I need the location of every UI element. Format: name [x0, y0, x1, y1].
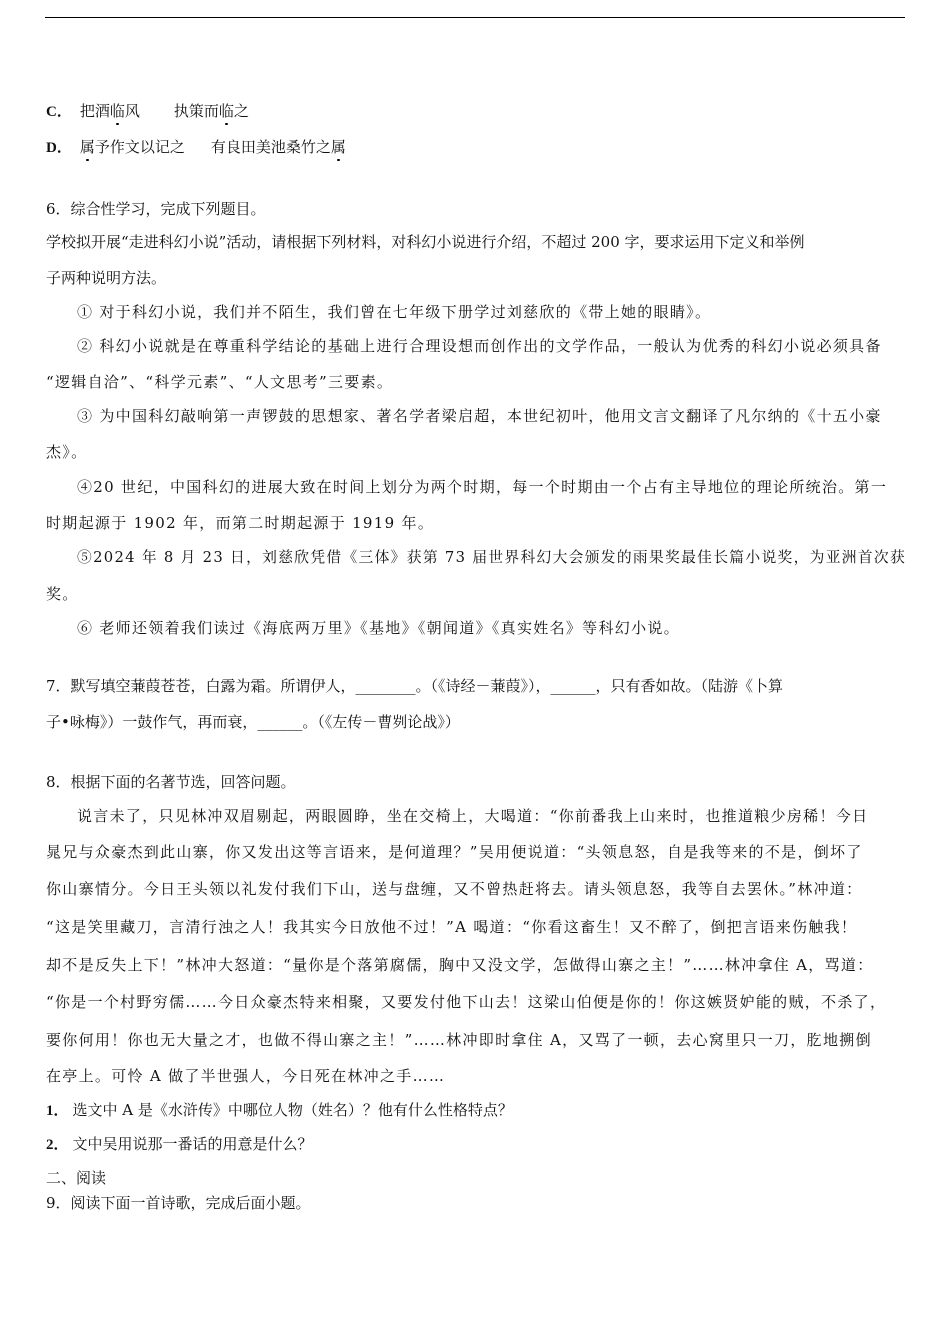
option-d-letter: D．: [46, 140, 72, 156]
option-d: D． 属予作文以记之 有良田美池桑竹之属: [46, 138, 346, 156]
q6-material-2-cont: “逻辑自洽”、“科学元素”、“人文思考”三要素。: [46, 373, 394, 391]
q6-material-3-cont: 杰》。: [46, 443, 88, 461]
q7-line-1: 7．默写填空蒹葭苍苍，白露为霜。所谓伊人，________。（《诗经－蒹葭》），______，只有香如故。（陆游《卜算: [46, 677, 784, 695]
q8-sub-question-2: 2． 文中吴用说那一番话的用意是什么？: [46, 1135, 313, 1153]
dotted-char: 临: [218, 102, 234, 120]
q7-line-2: 子•咏梅》）一鼓作气，再而衰，______。（《左传－曹刿论战》）: [46, 713, 460, 731]
dotted-char: 临: [109, 102, 125, 120]
q8-passage-line: 你山寨情分。今日王头领以礼发付我们下山，送与盘缠，又不曾热赶将去。请头领息怒，我等自去罢休。”林冲道：: [46, 880, 863, 898]
section-heading: 二、阅读: [46, 1169, 107, 1187]
header-rule: [45, 17, 905, 18]
q6-intro-line-2: 子两种说明方法。: [46, 269, 167, 287]
q6-material-4-cont: 时期起源于 1902 年，而第二时期起源于 1919 年。: [46, 514, 435, 532]
dotted-char: 属: [330, 138, 346, 156]
q8-passage-line: 却不是反失上下！”林冲大怒道：“量你是个落第腐儒，胸中又没文学，怎做得山寨之主！”……林冲拿住 A，骂道：: [46, 956, 874, 974]
q6-material-1: ① 对于科幻小说，我们并不陌生，我们曾在七年级下册学过刘慈欣的《带上她的眼睛》。: [77, 303, 712, 321]
q6-material-5: ⑤2024 年 8 月 23 日，刘慈欣凭借《三体》获第 73 届世界科幻大会颁发的雨果奖最佳长篇小说奖，为亚洲首次获: [77, 549, 907, 566]
q6-material-6: ⑥ 老师还领着我们读过《海底两万里》《基地》《朝闻道》《真实姓名》等科幻小说。: [77, 619, 680, 637]
q6-intro-line-1: 学校拟开展“走进科幻小说”活动，请根据下列材料，对科幻小说进行介绍，不超过 200 字，要求运用下定义和举例: [46, 233, 805, 251]
q9-title: 9．阅读下面一首诗歌，完成后面小题。: [46, 1194, 311, 1212]
option-c: C． 把酒临风 执策而临之: [46, 102, 249, 120]
q6-material-4: ④20 世纪，中国科幻的进展大致在时间上划分为两个时期，每一个时期由一个占有主导地位的理论所统治。第一: [77, 478, 888, 496]
q8-passage-line: 要你何用！你也无大量之才，也做不得山寨之主！”……林冲即时拿住 A，又骂了一顿，去心窝里只一刀，肐地搠倒: [46, 1031, 872, 1049]
q8-title: 8．根据下面的名著节选，回答问题。: [46, 773, 296, 791]
q8-passage-line: “你是一个村野穷儒……今日众豪杰特来相聚，又要发付他下山去！这梁山伯便是你的！你这嫉贤妒能的贼，不杀了，: [46, 993, 887, 1011]
q6-material-3: ③ 为中国科幻敲响第一声锣鼓的思想家、著名学者梁启超，本世纪初叶，他用文言文翻译了凡尔纳的《十五小豪: [77, 407, 882, 425]
q8-passage-line: 说言未了，只见林冲双眉剔起，两眼圆睁，坐在交椅上，大喝道：“你前番我上山来时，也推道粮少房稀！今日: [77, 807, 869, 825]
q8-passage-line: 在亭上。可怜 A 做了半世强人，今日死在林冲之手……: [46, 1067, 446, 1085]
option-c-letter: C．: [46, 104, 72, 120]
q8-passage-line: 晁兄与众豪杰到此山寨，你又发出这等言语来，是何道理？”吴用便说道：“头领息怒，自是我等来的不是，倒坏了: [46, 843, 863, 861]
q8-passage-line: “这是笑里藏刀，言清行浊之人！我其实今日放他不过！”A 喝道：“你看这畜生！又不醉了，倒把言语来伤触我！: [46, 918, 858, 936]
q8-sub-question-1: 1． 选文中 A 是《水浒传》中哪位人物（姓名）？他有什么性格特点？: [46, 1101, 513, 1119]
dotted-char: 属: [79, 138, 95, 156]
q6-material-2: ② 科幻小说就是在尊重科学结论的基础上进行合理设想而创作出的文学作品，一般认为优秀的科幻小说必须具备: [77, 337, 882, 355]
q6-title: 6．综合性学习，完成下列题目。: [46, 200, 266, 218]
q6-material-5-cont: 奖。: [46, 585, 79, 603]
